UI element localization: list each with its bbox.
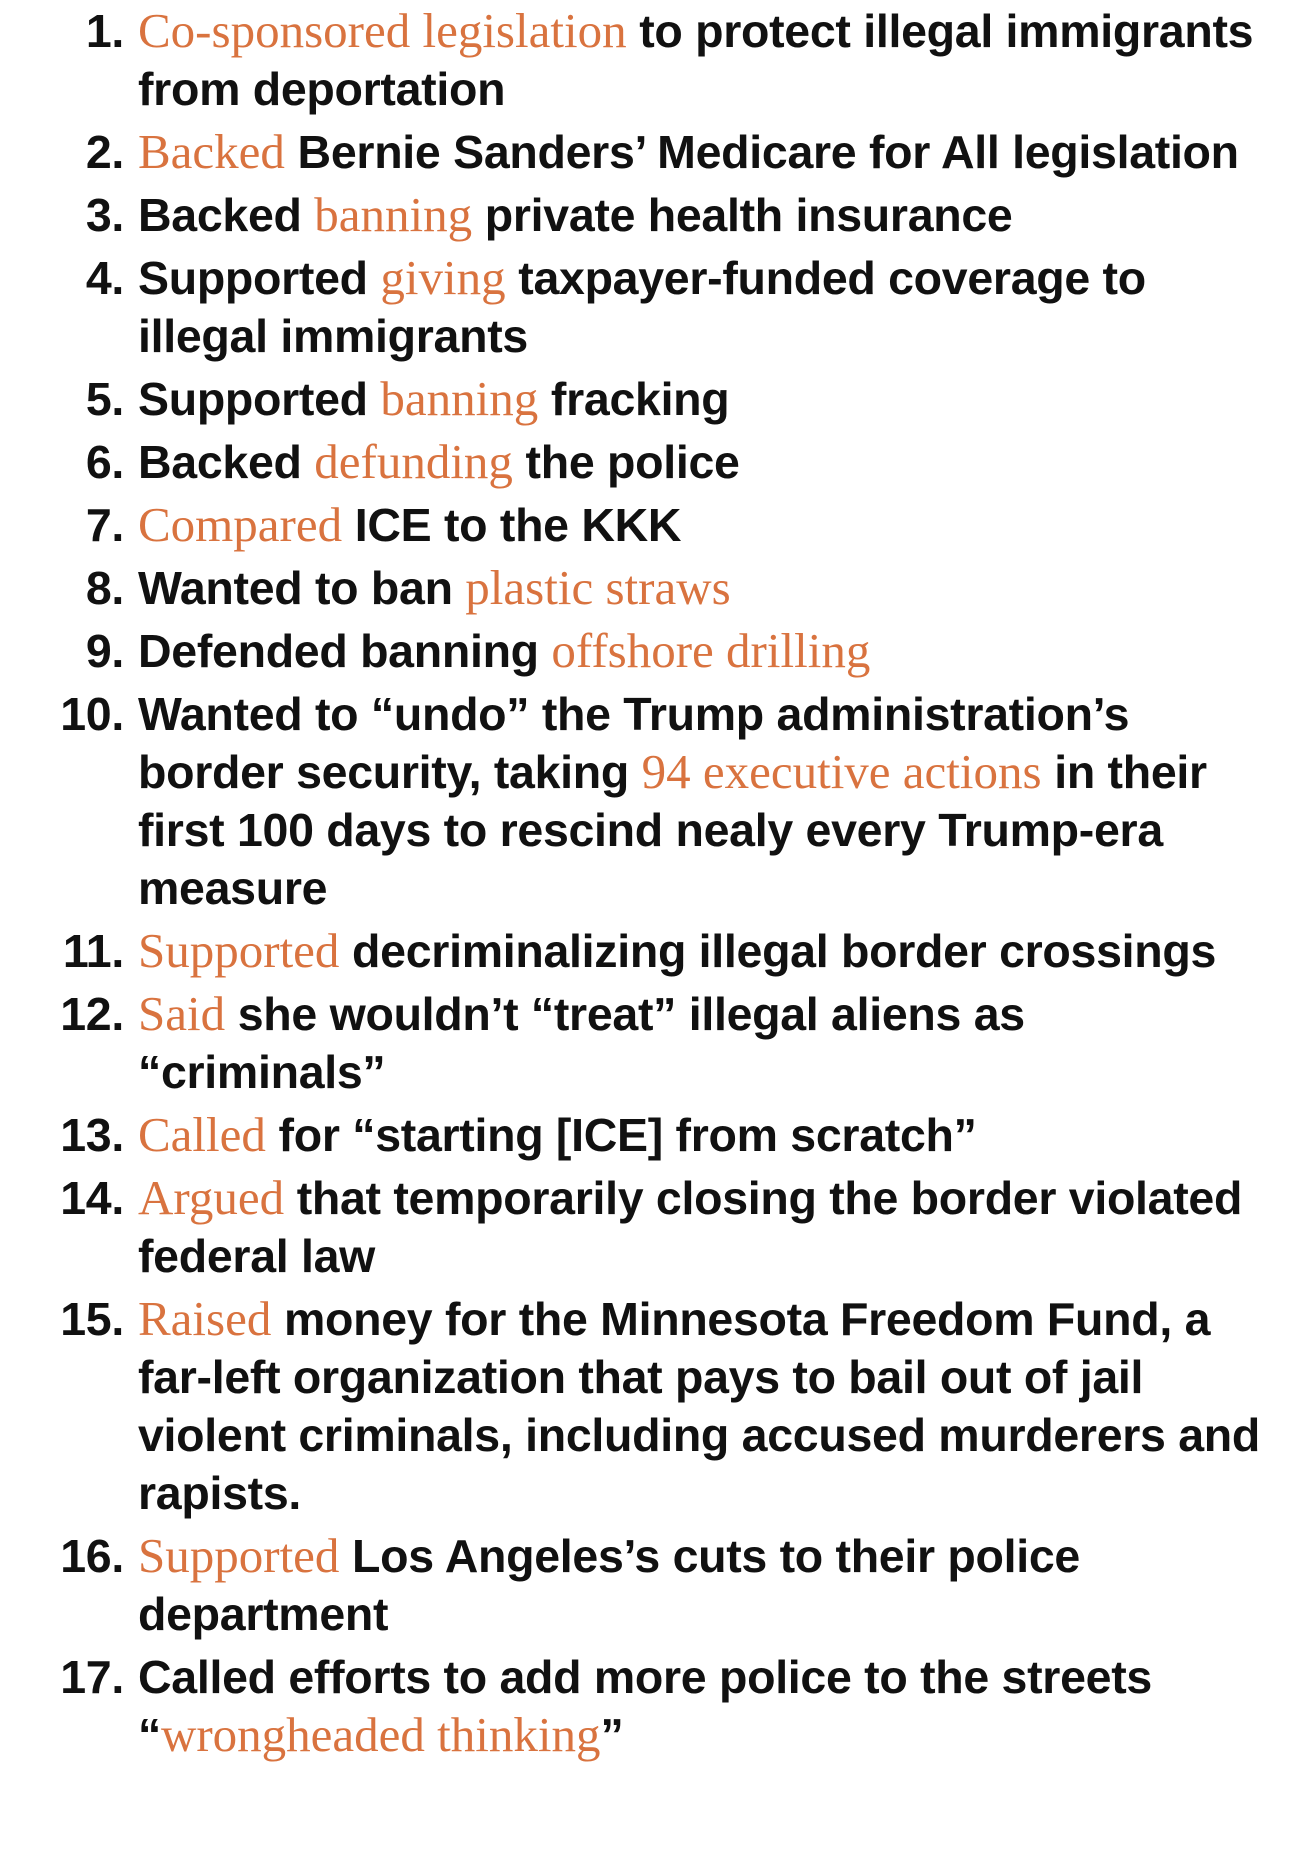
- inline-link[interactable]: Backed: [138, 124, 285, 179]
- inline-link[interactable]: Argued: [138, 1170, 285, 1225]
- list-item: [0, 622, 1290, 680]
- list-item-text: Bernie Sanders’ Medicare for All legislation: [284, 126, 1239, 178]
- inline-link[interactable]: defunding: [314, 434, 513, 489]
- list-item-number: 1.: [85, 5, 124, 57]
- list-item: [0, 123, 1290, 181]
- list-item-number: 3.: [85, 189, 124, 241]
- inline-link[interactable]: Said: [138, 986, 226, 1041]
- inline-link[interactable]: Raised: [138, 1291, 272, 1346]
- list-item: [0, 496, 1290, 554]
- list-item-text: to protect illegal immigrants from deportation: [138, 5, 1254, 115]
- list-item-text: Backed: [138, 436, 315, 488]
- list-item: [0, 433, 1290, 491]
- list-item-text: in their first 100 days to rescind nealy every Trump-era measure: [138, 746, 1207, 914]
- list-item-number: 9.: [85, 625, 124, 677]
- inline-link[interactable]: Compared: [138, 497, 343, 552]
- inline-link[interactable]: giving: [380, 250, 506, 305]
- list-item-number: 8.: [85, 562, 124, 614]
- list-item-text: fracking: [538, 373, 730, 425]
- list-item: [0, 922, 1290, 980]
- list-item: [0, 1648, 1290, 1764]
- list-item-number: 12.: [60, 988, 124, 1040]
- numbered-list: [0, 2, 1290, 1769]
- list-item-number: 14.: [60, 1172, 124, 1224]
- list-item-text: she wouldn’t “treat” illegal aliens as “criminals”: [138, 988, 1025, 1098]
- list-item: [0, 985, 1290, 1101]
- list-item-text: Supported: [138, 252, 381, 304]
- list-item-text: ICE to the KKK: [342, 499, 682, 551]
- inline-link[interactable]: plastic straws: [465, 560, 731, 615]
- list-item-number: 10.: [60, 688, 124, 740]
- list-item-text: Supported: [138, 373, 381, 425]
- inline-link[interactable]: 94 executive actions: [641, 744, 1042, 799]
- list-item-number: 16.: [60, 1530, 124, 1582]
- inline-link[interactable]: Called: [138, 1107, 266, 1162]
- list-item: [0, 559, 1290, 617]
- list-item: [0, 249, 1290, 365]
- list-item: [0, 1290, 1290, 1522]
- list-item: [0, 186, 1290, 244]
- list-item-text: money for the Minnesota Freedom Fund, a far-left organization that pays to bail out of jail violent criminals, including accused murderers and rapists.: [138, 1293, 1261, 1519]
- list-item-text: ”: [600, 1709, 624, 1761]
- list-item-text: for “starting [ICE] from scratch”: [265, 1109, 977, 1161]
- list-item-text: Wanted to “undo” the Trump administration’s border security, taking: [138, 688, 1130, 798]
- inline-link[interactable]: Supported: [138, 923, 340, 978]
- list-item-number: 4.: [85, 252, 124, 304]
- inline-link[interactable]: offshore drilling: [551, 623, 871, 678]
- list-item-text: Backed: [138, 189, 315, 241]
- list-item: [0, 1527, 1290, 1643]
- list-item-number: 17.: [60, 1651, 124, 1703]
- list-item: [0, 2, 1290, 118]
- list-item-text: Defended banning: [138, 625, 552, 677]
- list-item-number: 11.: [62, 925, 124, 977]
- list-item-number: 13.: [60, 1109, 124, 1161]
- list-item-number: 15.: [60, 1293, 124, 1345]
- inline-link[interactable]: banning: [380, 371, 539, 426]
- inline-link[interactable]: wrongheaded thinking: [160, 1707, 601, 1762]
- list-item-number: 6.: [85, 436, 124, 488]
- inline-link[interactable]: Co-sponsored legislation: [138, 3, 627, 58]
- list-item-text: the police: [512, 436, 740, 488]
- list-item-text: Los Angeles’s cuts to their police department: [138, 1530, 1080, 1640]
- list-item-text: decriminalizing illegal border crossings: [339, 925, 1217, 977]
- list-item: [0, 1106, 1290, 1164]
- list-item-number: 5.: [85, 373, 124, 425]
- list-item: [0, 370, 1290, 428]
- inline-link[interactable]: banning: [314, 187, 473, 242]
- inline-link[interactable]: Supported: [138, 1528, 340, 1583]
- list-item-text: that temporarily closing the border violated federal law: [138, 1172, 1243, 1282]
- list-item: [0, 1169, 1290, 1285]
- list-item-number: 7.: [85, 499, 124, 551]
- list-item-text: Called efforts to add more police to the streets “: [138, 1651, 1152, 1761]
- list-item-text: Wanted to ban: [138, 562, 466, 614]
- list-item-number: 2.: [85, 126, 124, 178]
- list-item-text: private health insurance: [472, 189, 1013, 241]
- list-item-text: taxpayer-funded coverage to illegal immigrants: [138, 252, 1146, 362]
- list-item: [0, 685, 1290, 917]
